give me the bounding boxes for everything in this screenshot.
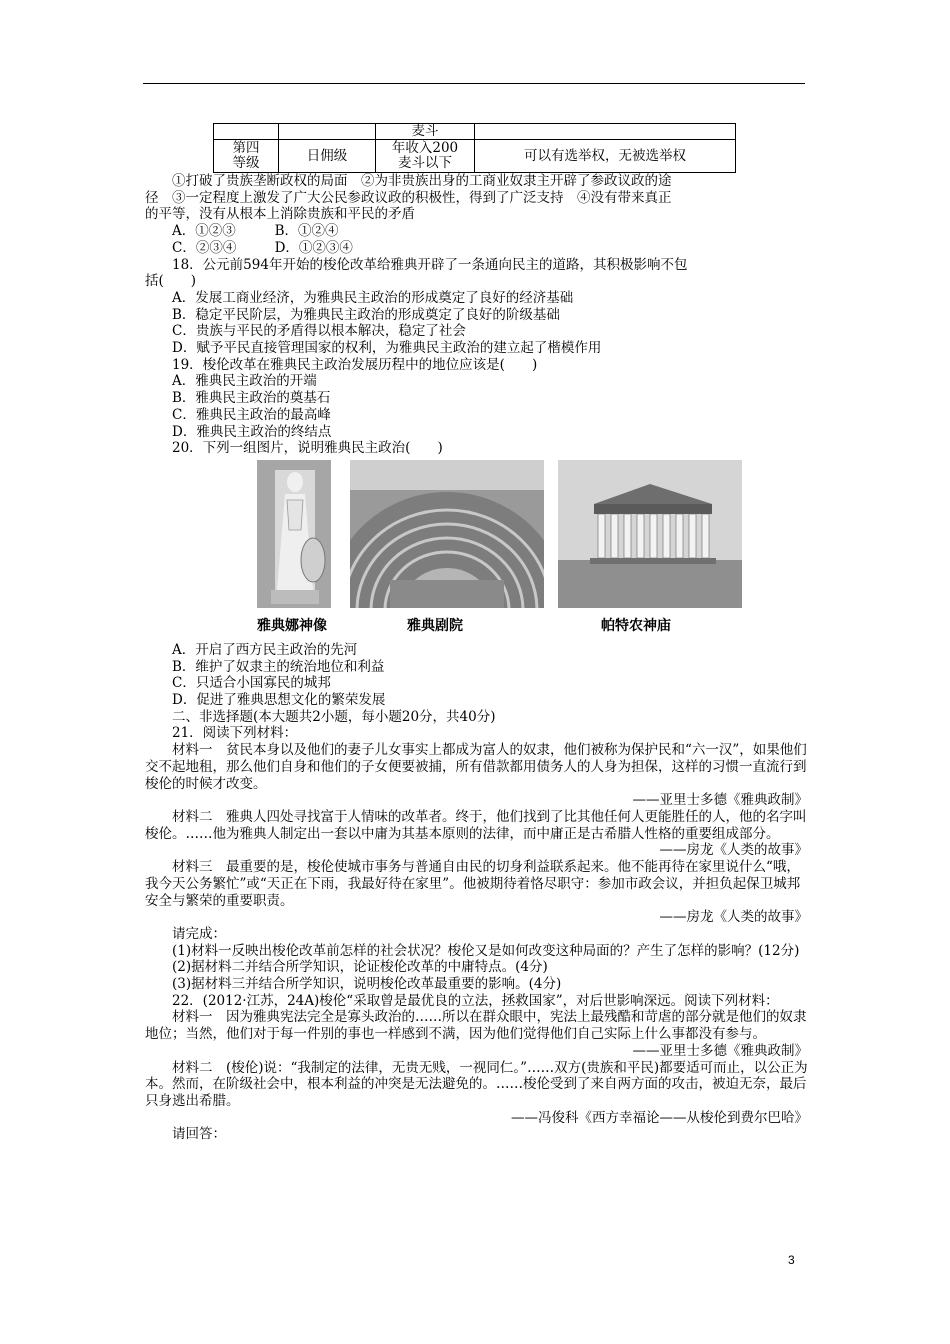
q20-option-b: B．维护了奴隶主的统治地位和利益	[172, 658, 385, 675]
q17-options-row-1	[145, 223, 808, 240]
q22-material-1-source: ——亚里士多德《雅典政制》	[632, 1042, 808, 1059]
q17-option-a: A．①②③	[172, 223, 236, 240]
q18-option-b: B．稳定平民阶层，为雅典民主政治的形成奠定了良好的阶级基础	[172, 306, 560, 323]
q21-material-2-source: ——房龙《人类的故事》	[659, 842, 808, 859]
q20-option-c: C．只适合小国寡民的城邦	[172, 675, 331, 692]
table-cell-income	[376, 140, 475, 173]
class-name: 第四等级	[232, 140, 260, 171]
citizen-class-table	[213, 123, 736, 173]
q19-option-a: A．雅典民主政治的开端	[172, 373, 317, 390]
q21-subquestion-1: (1)材料一反映出梭伦改革前怎样的社会状况？梭伦又是如何改变这种局面的？产生了怎样的影响？(12分)	[172, 942, 800, 959]
caption-theater: 雅典剧院	[407, 617, 463, 634]
q19-option-d: D．雅典民主政治的终结点	[172, 423, 332, 440]
section-heading: 二、非选择题(本大题共2小题，每小题20分，共40分)	[172, 708, 496, 725]
q21-material-2: 材料二 雅典人四处寻找富于人情味的改革者。终于，他们找到了比其他任何人更能胜任的人，他的名字叫梭伦。……他为雅典人制定出一套以中庸为其基本原则的法律，而中庸正是古希腊人性格的重要组成部分。	[145, 808, 807, 842]
q20-option-a: A．开启了西方民主政治的先河	[172, 641, 358, 658]
q17-options-row-2	[145, 240, 808, 257]
table-cell-class	[214, 140, 279, 173]
q18-stem: 18．公元前594年开始的梭伦改革给雅典开辟了一条通向民主的道路，其积极影响不包	[172, 256, 688, 273]
table-cell-class-name: 日佣级	[279, 140, 376, 173]
q18-option-a: A．发展工商业经济，为雅典民主政治的形成奠定了良好的经济基础	[172, 289, 574, 306]
q17-statement-2: 径 ③一定程度上激发了广大公民参政议政的积极性，得到了广泛支持 ④没有带来真正	[145, 189, 672, 206]
table-cell-rights: 可以有选举权，无被选举权	[475, 140, 736, 173]
income-line-1: 年收入200	[391, 140, 459, 156]
q19-stem: 19．梭伦改革在雅典民主政治发展历程中的地位应该是( )	[172, 356, 538, 373]
athens-theater-image	[350, 460, 544, 608]
q19-option-b: B．雅典民主政治的奠基石	[172, 390, 331, 407]
q21-material-3: 材料三 最重要的是，梭伦使城市事务与普通自由民的切身利益联系起来。他不能再待在家里说什么“哦，我今天公务繁忙”或“天正在下雨，我最好待在家里”。他被期待着恪尽职守：参加市政会议，并担负起保卫城邦安全与繁荣的重要职责。	[145, 859, 801, 909]
table-cell-empty	[279, 124, 376, 140]
q20-picture-group	[145, 460, 808, 638]
q21-stem: 21．阅读下列材料：	[172, 725, 298, 742]
page-number: 3	[788, 1253, 795, 1267]
caption-parthenon: 帕特农神庙	[601, 617, 671, 634]
q22-material-2-source: ——冯俊科《西方幸福论——从梭伦到费尔巴哈》	[511, 1109, 808, 1126]
document-body	[145, 123, 808, 1143]
q20-stem: 20．下列一组图片，说明雅典民主政治( )	[172, 440, 443, 457]
q18-option-d: D．赋予平民直接管理国家的权利，为雅典民主政治的建立起了楷模作用	[172, 340, 602, 357]
q17-option-b: B．①②④	[274, 223, 339, 240]
q17-option-c: C．②③④	[172, 239, 237, 256]
header-rule	[143, 83, 805, 84]
table-cell-empty	[475, 124, 736, 140]
q22-material-1: 材料一 因为雅典宪法完全是寡头政治的……所以在群众眼中，宪法上最残酷和苛虐的部分就是他们的奴隶地位；当然，他们对于每一件别的事也一样感到不满，因为他们觉得他们自己实际上什么事都没有参与。	[145, 1009, 807, 1043]
table-cell-empty	[214, 124, 279, 140]
q17-statement-1: ①打破了贵族垄断政权的局面 ②为非贵族出身的工商业奴隶主开辟了参政议政的途	[172, 173, 672, 189]
athena-statue-image	[257, 460, 331, 608]
q17-statement-3: 的平等，没有从根本上消除贵族和平民的矛盾	[145, 206, 415, 223]
q22-material-2: 材料二 (梭伦)说：“我制定的法律，无贵无贱，一视同仁。”……双方(贵族和平民)都要适可而止，以公正为本。然而，在阶级社会中，根本利益的冲突是无法避免的。……梭伦受到了来自两方面的攻击，被迫无奈，最后只身逃出希腊。	[145, 1059, 808, 1109]
q19-option-c: C．雅典民主政治的最高峰	[172, 406, 331, 423]
q22-stem: 22．(2012·江苏，24A)梭伦“采取曾是最优良的立法，拯救国家”，对后世影响深远。阅读下列材料：	[172, 992, 779, 1009]
parthenon-image	[558, 460, 742, 608]
q18-stem-cont: 括( )	[145, 273, 197, 290]
q18-option-c: C．贵族与平民的矛盾得以根本解决，稳定了社会	[172, 323, 466, 340]
q22-instruction: 请回答：	[172, 1126, 226, 1143]
q20-option-d: D．促进了雅典思想文化的繁荣发展	[172, 692, 386, 709]
income-line-2: 麦斗以下	[398, 155, 452, 171]
q17-option-d: D．①②③④	[274, 239, 353, 256]
q21-material-1-source: ——亚里士多德《雅典政制》	[632, 792, 808, 809]
q21-subquestion-3: (3)据材料三并结合所学知识，说明梭伦改革最重要的影响。(4分)	[172, 976, 562, 993]
table-cell-income: 麦斗	[376, 124, 475, 140]
q21-material-1: 材料一 贫民本身以及他们的妻子儿女事实上都成为富人的奴隶，他们被称为保护民和“六一汉”，如果他们交不起地租，那么他们自身和他们的子女便要被捕，所有借款都用债务人的人身为担保，这样的习惯一直流行到梭伦的时候才改变。	[145, 742, 807, 792]
q21-material-3-source: ——房龙《人类的故事》	[659, 909, 808, 926]
q21-subquestion-2: (2)据材料二并结合所学知识，论证梭伦改革的中庸特点。(4分)	[172, 959, 548, 976]
q21-instruction: 请完成：	[172, 925, 226, 942]
caption-athena: 雅典娜神像	[257, 617, 327, 634]
